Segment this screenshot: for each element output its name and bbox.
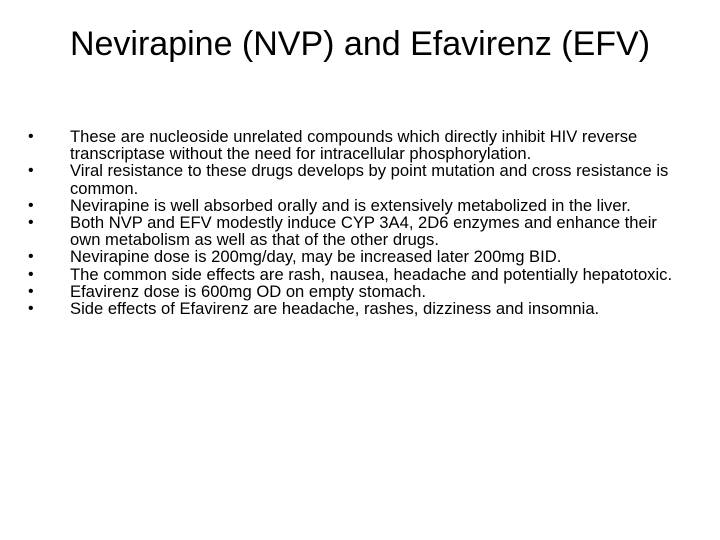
bullet-item <box>28 197 688 214</box>
bullet-text: These are nucleoside unrelated compounds which directly inhibit HIV reverse transcriptase without the need for intracellular phosphorylation. <box>70 127 638 164</box>
bullet-text: Efavirenz dose is 600mg OD on empty stomach. <box>70 281 427 301</box>
bullet-icon: • <box>28 128 34 145</box>
bullet-icon: • <box>28 300 34 318</box>
bullet-item <box>28 128 688 162</box>
bullet-icon: • <box>28 214 34 232</box>
bullet-item <box>28 283 688 300</box>
bullet-text: Nevirapine dose is 200mg/day, may be increased later 200mg BID. <box>70 247 562 267</box>
bullet-icon: • <box>28 196 34 214</box>
bullet-text: The common side effects are rash, nausea, headache and potentially hepatotoxic. <box>70 264 673 284</box>
bullet-item <box>28 248 688 265</box>
bullet-item <box>28 300 688 317</box>
bullet-text: Viral resistance to these drugs develops by point mutation and cross resistance is common. <box>70 161 669 198</box>
bullet-icon: • <box>28 248 34 266</box>
bullet-text: Both NVP and EFV modestly induce CYP 3A4, 2D6 enzymes and enhance their own metabolism as well as that of the other drugs. <box>70 213 657 250</box>
bullet-text: Side effects of Efavirenz are headache, rashes, dizziness and insomnia. <box>70 299 600 319</box>
bullet-icon: • <box>28 265 34 283</box>
bullet-item <box>28 266 688 283</box>
bullet-list <box>28 128 688 317</box>
bullet-text: Nevirapine is well absorbed orally and is extensively metabolized in the liver. <box>70 195 631 215</box>
slide-title: Nevirapine (NVP) and Efavirenz (EFV) <box>69 25 651 63</box>
bullet-icon: • <box>28 162 34 180</box>
bullet-icon: • <box>28 282 34 300</box>
bullet-item <box>28 214 688 248</box>
bullet-item <box>28 162 688 196</box>
